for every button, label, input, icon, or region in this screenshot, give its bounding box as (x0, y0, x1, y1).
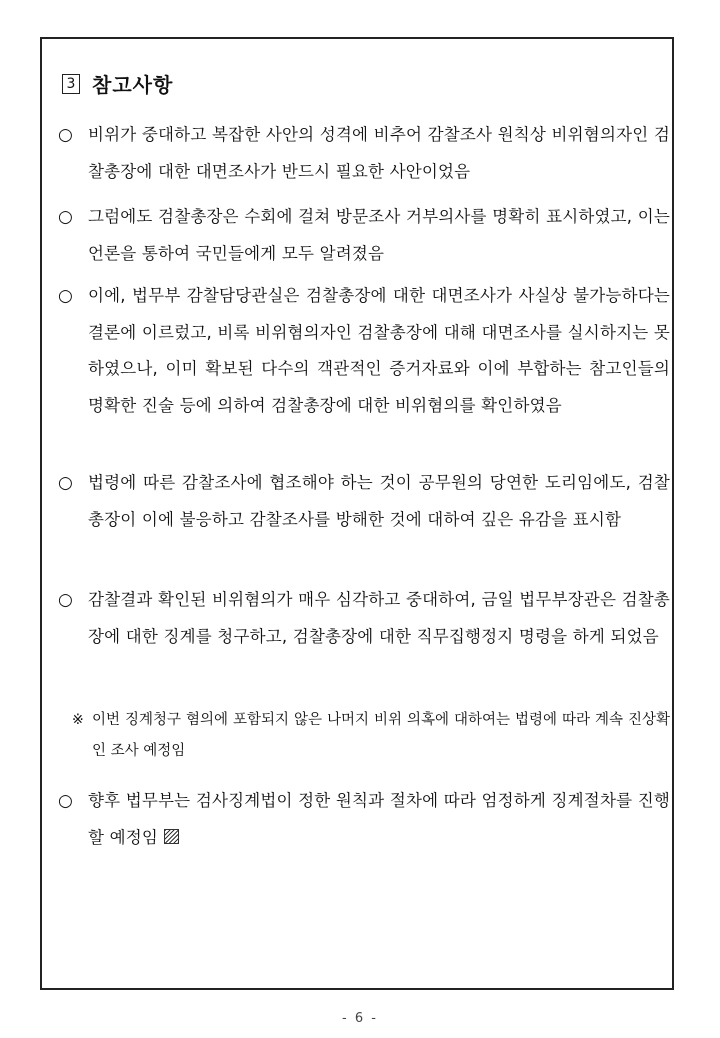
footnote-text: 이번 징계청구 혐의에 포함되지 않은 나머지 비위 의혹에 대하여는 법령에 따라 계속 진상확인 조사 예정임 (92, 712, 670, 759)
circle-bullet-icon: ○ (58, 473, 73, 493)
paragraph-text: 비위가 중대하고 복잡한 사안의 성격에 비추어 감찰조사 원칙상 비위혐의자인 검찰총장에 대한 대면조사가 반드시 필요한 사안이었음 (88, 125, 670, 181)
paragraph-text: 그럼에도 검찰총장은 수회에 걸쳐 방문조사 거부의사를 명확히 표시하였고, 이는 언론을 통하여 국민들에게 모두 알려졌음 (88, 207, 670, 263)
paragraph-4 (58, 465, 670, 538)
circle-bullet-icon: ○ (58, 125, 73, 145)
paragraph-5 (58, 582, 670, 655)
paragraph-text: 이에, 법무부 감찰담당관실은 검찰총장에 대한 대면조사가 사실상 불가능하다는 결론에 이르렀고, 비록 비위혐의자인 검찰총장에 대해 대면조사를 실시하지는 못하였으나, 이미 확보된 다수의 객관적인 증거자료와 이에 부합하는 참고인들의 명확한 진술 등에 의하여 검찰총장에 대한 비위혐의를 확인하였음 (88, 286, 670, 415)
paragraph-6 (58, 783, 670, 856)
circle-bullet-icon: ○ (58, 286, 73, 306)
final-paragraph-text: 향후 법무부는 검사징계법이 정한 원칙과 절차에 따라 엄정하게 징계절차를 진행할 예정임 (88, 791, 670, 847)
circle-bullet-icon: ○ (58, 791, 73, 811)
footnote (72, 705, 670, 767)
end-mark-icon (164, 829, 179, 844)
circle-bullet-icon: ○ (58, 207, 73, 227)
content-frame (40, 37, 674, 990)
section-number-box: 3 (62, 74, 80, 94)
reference-mark-icon: ※ (72, 712, 84, 728)
paragraph-text (88, 783, 670, 856)
circle-bullet-icon: ○ (58, 590, 73, 610)
paragraph-text: 감찰결과 확인된 비위혐의가 매우 심각하고 중대하여, 금일 법무부장관은 검찰총장에 대한 징계를 청구하고, 검찰총장에 대한 직무집행정지 명령을 하게 되었음 (88, 590, 670, 646)
paragraph-text: 법령에 따른 감찰조사에 협조해야 하는 것이 공무원의 당연한 도리임에도, 검찰총장이 이에 불응하고 감찰조사를 방해한 것에 대하여 깊은 유감을 표시함 (88, 473, 670, 529)
paragraph-2 (58, 199, 670, 272)
section-title: 참고사항 (92, 73, 174, 97)
paragraph-3 (58, 278, 670, 424)
page-number: - 6 - (342, 1011, 378, 1026)
paragraph-1 (58, 117, 670, 190)
section-heading (62, 69, 173, 98)
